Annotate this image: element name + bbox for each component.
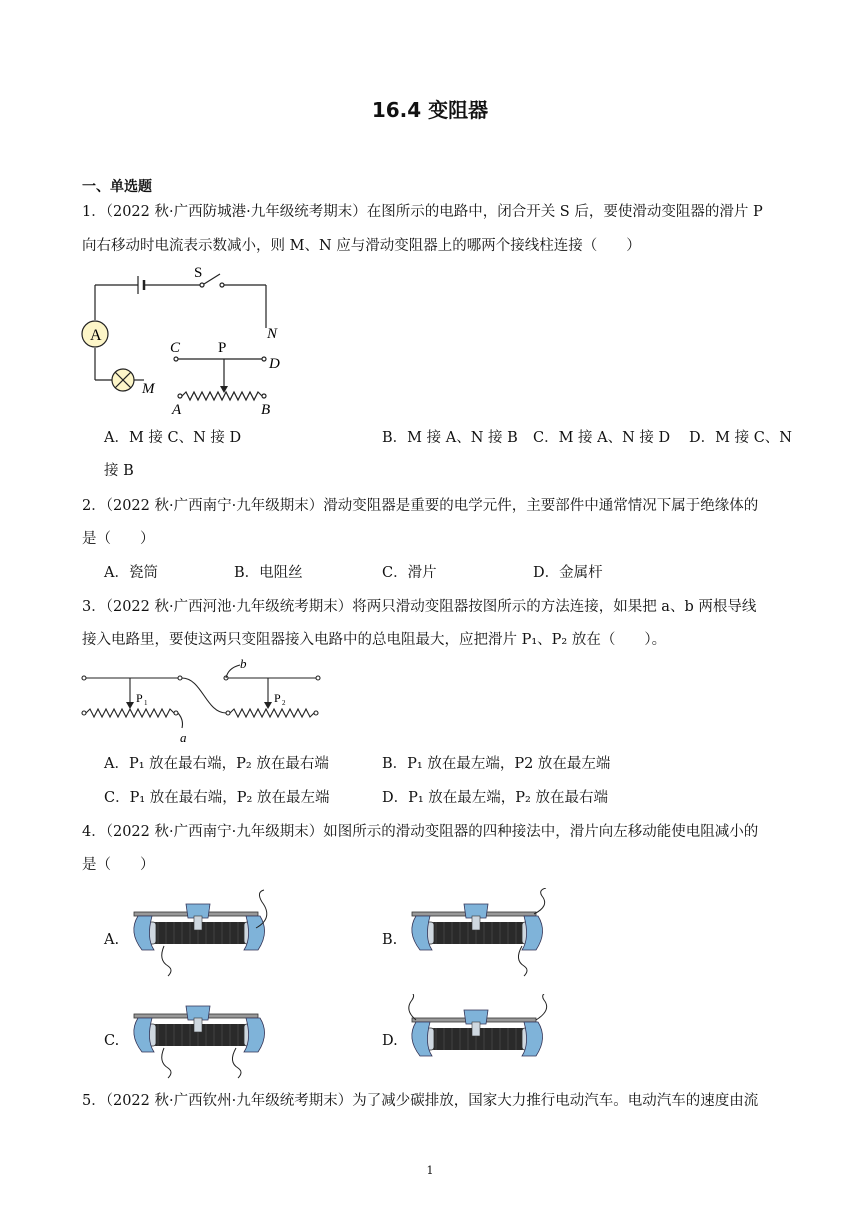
wire-a-label: a	[180, 730, 187, 745]
q1-option-a[interactable]: A．M 接 C、N 接 D	[104, 430, 242, 446]
q2-option-d[interactable]: D．金属杆	[533, 565, 603, 581]
page-title: 16.4 变阻器	[371, 98, 489, 122]
q3-option-d[interactable]: D．P₁ 放在最左端，P₂ 放在最右端	[382, 790, 608, 806]
q4-option-b-rheostat-image	[402, 888, 552, 978]
q4-option-a[interactable]: A.	[104, 932, 120, 948]
slider-p2-sub: 2	[282, 699, 286, 707]
q3-option-a[interactable]: A．P₁ 放在最右端，P₂ 放在最右端	[104, 756, 329, 772]
q2-option-a[interactable]: A．瓷筒	[104, 565, 158, 581]
page-number: 1	[426, 1164, 434, 1177]
q4-text-line1: 4．（2022 秋·广西南宁·九年级期末）如图所示的滑动变阻器的四种接法中，滑片向左移动能使电阻减小的	[82, 824, 759, 840]
q3-rheostat-diagram	[80, 656, 330, 746]
q1-option-d-continued: 接 B	[104, 463, 134, 479]
q3-option-b[interactable]: B．P₁ 放在最左端，P2 放在最左端	[382, 756, 611, 772]
terminal-n-label: N	[267, 326, 278, 342]
q4-option-a-rheostat-image	[124, 888, 274, 978]
switch-label: S	[194, 265, 203, 281]
terminal-b-label: B	[261, 402, 271, 418]
slider-p2-label: P	[274, 691, 281, 705]
q2-option-c[interactable]: C．滑片	[382, 565, 437, 581]
q5-text-line1: 5．（2022 秋·广西钦州·九年级统考期末）为了减少碳排放，国家大力推行电动汽车。电动汽车的速度由流	[82, 1093, 759, 1109]
q4-text-line2: 是（ ）	[82, 857, 155, 873]
q1-option-d[interactable]: D．M 接 C、N	[689, 430, 792, 446]
q3-option-c[interactable]: C．P₁ 放在最右端，P₂ 放在最左端	[104, 790, 330, 806]
q1-text-line1: 1．（2022 秋·广西防城港·九年级统考期末）在图所示的电路中，闭合开关 S 后，要使滑动变阻器的滑片 P	[82, 204, 763, 220]
terminal-c-label: C	[170, 340, 181, 356]
terminal-m-label: M	[142, 381, 155, 397]
terminal-d-label: D	[269, 356, 280, 372]
section-heading: 一、单选题	[82, 179, 152, 195]
slider-p1-sub: 1	[144, 699, 148, 707]
q1-option-c[interactable]: C．M 接 A、N 接 D	[533, 430, 671, 446]
wire-b-label: b	[240, 656, 247, 671]
q4-option-b[interactable]: B.	[382, 932, 398, 948]
q4-option-c-rheostat-image	[124, 990, 274, 1080]
q1-option-b[interactable]: B．M 接 A、N 接 B	[382, 430, 518, 446]
ammeter-label: A	[90, 327, 102, 344]
slider-p-label: P	[218, 340, 227, 356]
q4-option-d[interactable]: D.	[382, 1033, 398, 1049]
q1-circuit-diagram	[78, 262, 298, 418]
q3-text-line1: 3．（2022 秋·广西河池·九年级统考期末）将两只滑动变阻器按图所示的方法连接，如果把 a、b 两根导线	[82, 599, 757, 615]
q2-text-line2: 是（ ）	[82, 531, 155, 547]
q4-option-c[interactable]: C.	[104, 1033, 120, 1049]
q4-option-d-rheostat-image	[402, 994, 562, 1084]
q3-text-line2: 接入电路里，要使这两只变阻器接入电路中的总电阻最大，应把滑片 P₁、P₂ 放在（ ）。	[82, 632, 667, 648]
slider-p1-label: P	[136, 691, 143, 705]
q1-text-line2: 向右移动时电流表示数减小，则 M、N 应与滑动变阻器上的哪两个接线柱连接（ ）	[82, 238, 641, 254]
q2-option-b[interactable]: B．电阻丝	[234, 565, 303, 581]
q2-text-line1: 2．（2022 秋·广西南宁·九年级期末）滑动变阻器是重要的电学元件，主要部件中通常情况下属于绝缘体的	[82, 498, 759, 514]
terminal-a-label: A	[172, 402, 182, 418]
